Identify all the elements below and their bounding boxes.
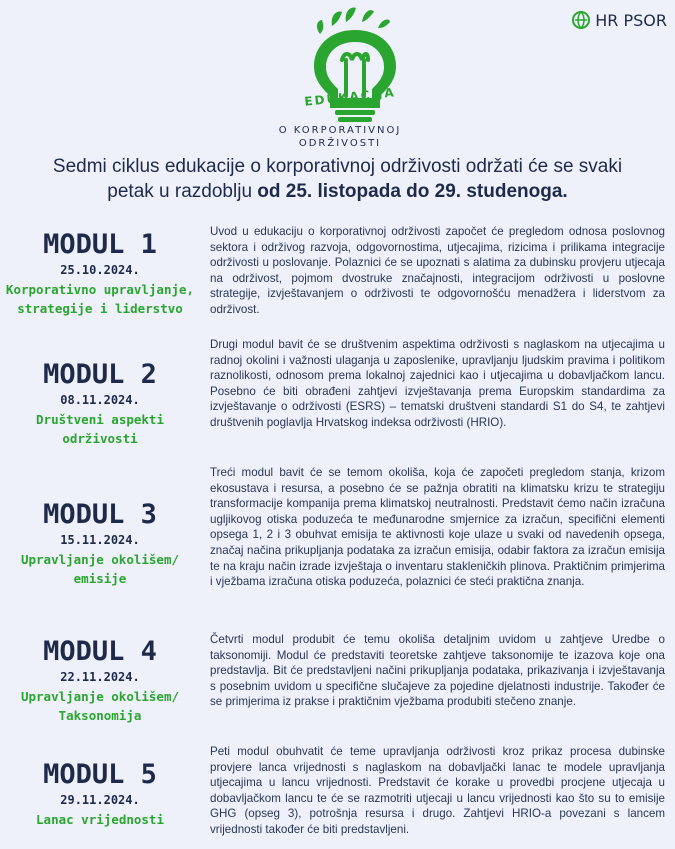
module-date: 25.10.2024. bbox=[60, 263, 140, 277]
module-1-header bbox=[0, 230, 200, 318]
partner-name: HR PSOR bbox=[595, 10, 667, 30]
module-2-header bbox=[0, 360, 200, 448]
headline-line2-plain: petak u razdoblju bbox=[107, 181, 258, 202]
module-name bbox=[0, 810, 200, 829]
module-title: MODUL 1 bbox=[43, 229, 157, 260]
page-headline bbox=[20, 154, 655, 204]
module-name-line1: Lanac vrijednosti bbox=[36, 812, 164, 827]
module-title: MODUL 2 bbox=[43, 359, 157, 390]
module-name bbox=[0, 280, 200, 318]
module-date: 29.11.2024. bbox=[60, 793, 140, 807]
module-4-header bbox=[0, 637, 200, 725]
module-1-description: Uvod u edukaciju o korporativnoj održivosti započet će pregledom odnosa poslovnog sektora i održivog razvoja, odgovornostima, utjecajima, rizicima i prilikama integracije održivosti u poslovanje. Polaznici će se upoznati s alatima za dubinsku provjeru utjecaja na održivost, pojmom dvostruke značajnosti, integracijom održivosti u poslovne strategije, izvještavanjem o održivosti te odgovornošću menadžera i liderstvom za održivost. bbox=[210, 225, 665, 316]
headline-line2 bbox=[20, 179, 655, 204]
module-3-header bbox=[0, 500, 200, 588]
module-name-line2: Taksonomija bbox=[58, 708, 142, 723]
module-name bbox=[0, 687, 200, 725]
partner-logo bbox=[571, 10, 667, 30]
module-title: MODUL 3 bbox=[43, 499, 157, 530]
headline-dates: od 25. listopada do 29. studenoga. bbox=[257, 181, 568, 202]
headline-line1: Sedmi ciklus edukacije o korporativnoj održivosti održati će se svaki bbox=[52, 156, 623, 177]
module-date: 15.11.2024. bbox=[60, 533, 140, 547]
module-date: 08.11.2024. bbox=[60, 393, 140, 407]
brand-subtitle-line2: ODRŽIVOSTI bbox=[298, 138, 382, 149]
module-3-description: Treći modul bavit će se temom okoliša, koja će započeti pregledom stanja, krizom ekosustava i resursa, a posebno će se pažnja obratiti na klimatsku krizu te strategiju transformacije kompanija prema klimatskoj neutralnosti. Predstavit ćemo način izračuna ugljikovog otiska poduzeća te međunarodne smjernice za izračun, specifični elementi opsega 1, 2 i 3 obuhvat emisija te aktivnosti koje ulaze u svaki od navedenih opsega, značaj načina prikupljanja podataka za izračun emisija, odabir faktora za izračun emisija te na kraju način izrade izvještaja o inventaru stakleničkih plinova. Praktičnim primjerima i vježbama izračuna otiska poduzeća, polaznici će steći praktična znanja. bbox=[210, 466, 665, 589]
module-2-description: Drugi modul bavit će se društvenim aspektima održivosti s naglaskom na utjecajima u radnoj okolini i važnosti ulaganja u zaposlenike, upravljanju ljudskim pravima i politikom raznolikosti, odnosom prema lokalnoj zajednici kao i utjecajima u dobavljačkom lancu. Posebno će biti obrađeni zahtjevi izvještavanja prema Europskim standardima za izvještavanje o održivosti (ESRS) – tematski društveni standardi S1 do S4, te zahtjevi društvenih poglavlja Hrvatskog indeksa održivosti (HRIO). bbox=[210, 338, 665, 429]
module-name-line2: strategije i liderstvo bbox=[17, 301, 183, 316]
globe-leaf-icon bbox=[571, 10, 591, 30]
module-name-line1: Upravljanje okolišem/ bbox=[20, 689, 180, 704]
brand-subtitle bbox=[255, 124, 425, 150]
module-4-description: Četvrti modul produbit će temu okoliša detaljnim uvidom u zahtjeve Uredbe o taksonomiji. Modul će predstaviti teoretske zahtjeve taksonomije te izazova koje ona predstavlja. Bit će predstavljeni načini prikupljanja podataka, prikazivanja i izvještavanja s posebnim uvidom u specifične slučajeve za pojedine djelatnosti industrije. Također će se primjerima iz prakse i praktičnim vježbama produbiti stečeno znanje. bbox=[210, 633, 665, 709]
module-title: MODUL 5 bbox=[43, 759, 157, 790]
module-name bbox=[0, 550, 200, 588]
module-name-line1: Društveni aspekti održivosti bbox=[36, 412, 164, 446]
module-name-line1: Korporativno upravljanje, bbox=[5, 282, 195, 297]
module-date: 22.11.2024. bbox=[60, 670, 140, 684]
brand-subtitle-line1: O KORPORATIVNOJ bbox=[278, 125, 402, 136]
module-title: MODUL 4 bbox=[43, 636, 157, 667]
module-5-header bbox=[0, 760, 200, 829]
module-name-line1: Upravljanje okolišem/ emisije bbox=[20, 552, 180, 586]
module-name bbox=[0, 410, 200, 448]
module-5-description: Peti modul obuhvatit će teme upravljanja održivosti kroz prikaz procesa dubinske provjere lanca vrijednosti s naglaskom na dobavljački lanac te modele upravljanja utjecajima u lancu vrijednosti. Predstavit će korake u provedbi procjene utjecaja u dobavljačkom lancu te će se razmotriti utjecaji u lancu vrijednosti kao što su to emisije GHG (opseg 3), potrošnja resursa i drugo. Zahtjevi HRIO-a povezani s lancem vrijednosti također će biti predstavljeni. bbox=[210, 745, 665, 836]
brand-edukacija: EDUKACIJA bbox=[303, 85, 397, 109]
